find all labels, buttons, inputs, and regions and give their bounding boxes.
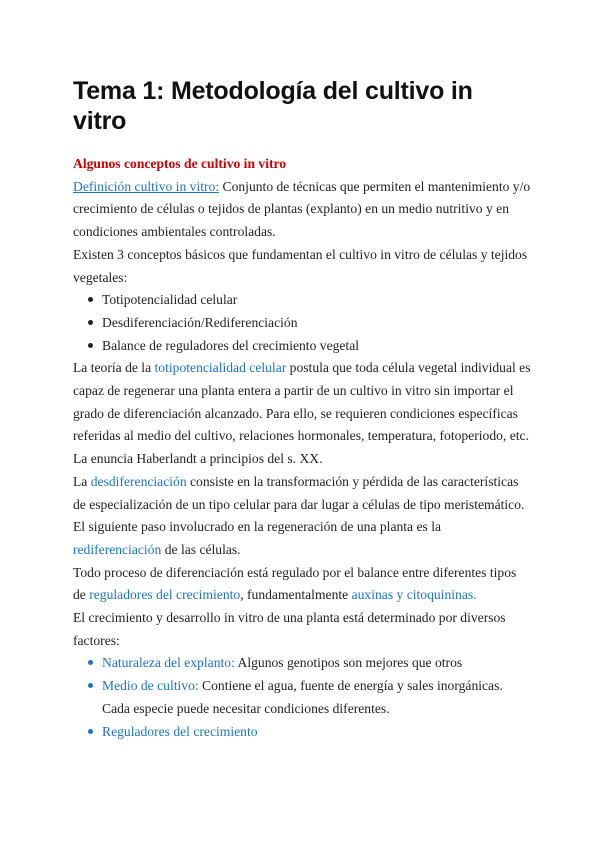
list-item: Naturaleza del explanto: Algunos genotipos son mejores que otros bbox=[73, 652, 532, 675]
document-body bbox=[73, 153, 532, 743]
list-item: Medio de cultivo: Contiene el agua, fuente de energía y sales inorgánicas. Cada especie puede necesitar condiciones diferentes. bbox=[73, 675, 532, 720]
definition-text: Conjunto de técnicas que permiten el mantenimiento y/o crecimiento de células o tejidos de plantas (explanto) en un medio nutritivo y en condiciones ambientales controladas. bbox=[73, 178, 531, 240]
list-item: Reguladores del crecimiento bbox=[73, 721, 532, 744]
dedifferentiation-term: desdiferenciación bbox=[90, 473, 187, 489]
list-item: Desdiferenciación/Rediferenciación bbox=[73, 312, 532, 335]
bullet-icon bbox=[88, 320, 93, 325]
bullet-icon bbox=[88, 683, 93, 688]
intro-paragraph: Existen 3 conceptos básicos que fundamentan el cultivo in vitro de células y tejidos vegetales: bbox=[73, 246, 528, 285]
redifferentiation-term: rediferenciación bbox=[73, 541, 162, 557]
list-item: Totipotencialidad celular bbox=[73, 289, 532, 312]
bullet-icon bbox=[88, 660, 93, 665]
factors-intro-paragraph: El crecimiento y desarrollo in vitro de una planta está determinado por diversos factores: bbox=[73, 610, 506, 648]
totipotency-paragraph: La teoría de la totipotencialidad celular postula que toda célula vegetal individual es capaz de regenerar una planta entera a partir de un cultivo in vitro sin importar el grado de diferenciación alcanzado. Para ello, se requieren condiciones específicas referidas al medio del cultivo, relaciones hormonales, temperatura, fotoperiodo, etc. La enuncia Haberlandt a principios del s. XX. bbox=[73, 360, 531, 467]
bullet-icon bbox=[88, 343, 93, 348]
dedifferentiation-paragraph: La desdiferenciación consiste en la transformación y pérdida de las características de especialización de un tipo celular para dar lugar a células de tipo meristemático. El siguiente paso involucrado en la regeneración de una planta es la rediferenciación de las células. bbox=[73, 473, 525, 557]
regulators-term: reguladores del crecimiento bbox=[89, 587, 241, 603]
concepts-list bbox=[73, 289, 532, 357]
factors-list bbox=[73, 652, 532, 743]
page-title: Tema 1: Metodología del cultivo in vitro bbox=[73, 77, 473, 135]
section-subtitle: Algunos conceptos de cultivo in vitro bbox=[73, 156, 287, 171]
bullet-icon bbox=[88, 297, 93, 302]
totipotency-term: totipotencialidad celular bbox=[154, 360, 287, 376]
list-item: Balance de reguladores del crecimiento vegetal bbox=[73, 335, 532, 358]
definition-term: Definición cultivo in vitro: bbox=[73, 178, 220, 194]
bullet-icon bbox=[88, 729, 93, 734]
auxins-term: auxinas y citoquininas. bbox=[351, 587, 477, 603]
regulators-paragraph: Todo proceso de diferenciación está regulado por el balance entre diferentes tipos de reguladores del crecimiento, fundamentalmente auxinas y citoquininas. bbox=[73, 564, 517, 603]
definition-paragraph bbox=[73, 176, 532, 244]
